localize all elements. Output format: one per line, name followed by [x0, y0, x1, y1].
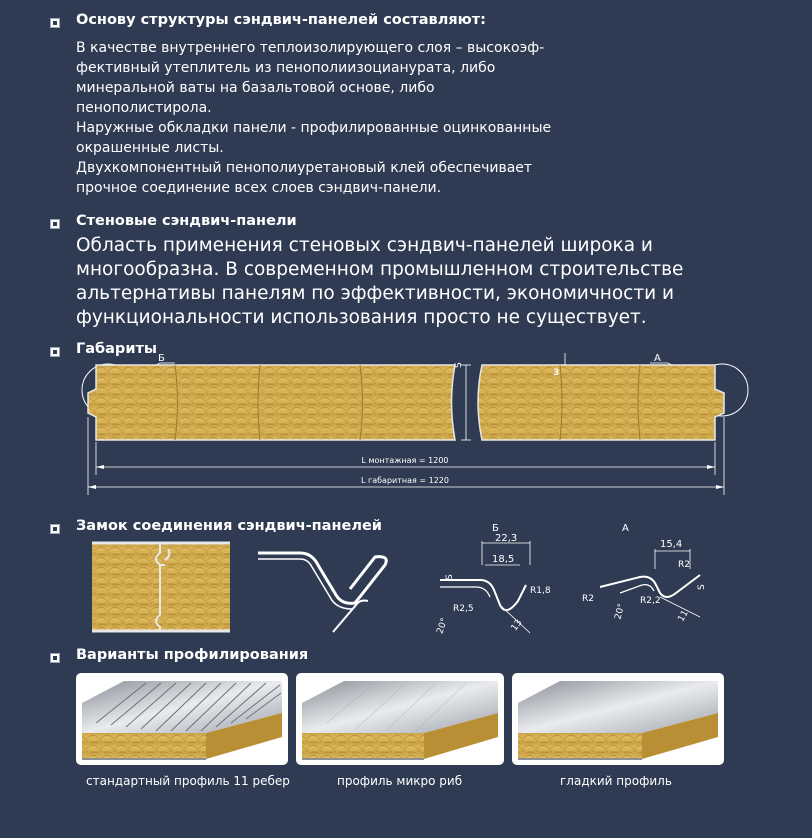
lock-profile-sketch: [258, 553, 386, 603]
profile-caption-smooth: гладкий профиль: [560, 774, 672, 788]
wall-panels-line: Область применения стеновых сэндвич-панелей широка и: [76, 235, 653, 256]
structure-line: минеральной ваты на базальтовой основе, либо: [76, 80, 435, 96]
detail-b-r1: R1,8: [530, 586, 551, 596]
profile-caption-standard: стандартный профиль 11 ребер: [86, 774, 290, 788]
structure-line: Двухкомпонентный пенополиуретановый клей обеспечивает: [76, 160, 533, 176]
wall-panels-line: альтернативы панелям по эффективности, экономичности и: [76, 283, 675, 304]
dim-overall-length: L габаритная = 1220: [361, 476, 449, 485]
dimensions-heading: Габариты: [76, 341, 157, 357]
wall-panels-line: многообразна. В современном промышленном строительстве: [76, 259, 684, 280]
label-a: А: [654, 353, 661, 364]
structure-line: пенополистирола.: [76, 100, 212, 116]
detail-b-r2: R2,5: [453, 604, 474, 614]
bullet-icon: [50, 524, 60, 534]
detail-b-angle: 20°: [435, 616, 451, 636]
detail-b-drawing: [435, 533, 550, 635]
detail-b-dim2: 18,5: [492, 554, 515, 565]
detail-b-dim1: 22,3: [495, 533, 518, 544]
profile-image-micro-rib: [296, 673, 504, 765]
label-3: 3: [553, 368, 560, 378]
detail-a-s: S: [697, 584, 707, 590]
label-b: Б: [158, 353, 165, 364]
profile-image-standard: [76, 673, 288, 765]
profile-caption-micro-rib: профиль микро риб: [337, 774, 463, 788]
detail-a-label: А: [622, 523, 629, 534]
structure-line: Наружные обкладки панели - профилированные оцинкованные: [76, 120, 552, 136]
structure-line: окрашенные листы.: [76, 140, 224, 156]
bullet-icon: [50, 18, 60, 28]
structure-line: прочное соединение всех слоев сэндвич-панели.: [76, 180, 442, 196]
label-s: S: [454, 362, 464, 368]
wall-panels-heading: Стеновые сэндвич-панели: [76, 213, 297, 229]
detail-b-dim3: 13: [509, 617, 525, 634]
detail-b-s: S: [445, 574, 455, 580]
profile-image-smooth: [512, 673, 724, 765]
detail-a-angle: 20°: [613, 602, 628, 621]
structure-line: В качестве внутреннего теплоизолирующего слоя – высокоэф-: [76, 40, 545, 56]
dim-mounting-length: L монтажная = 1200: [361, 456, 449, 465]
lock-heading: Замок соединения сэндвич-панелей: [76, 518, 382, 534]
panel-right-section: [478, 365, 724, 440]
wall-panels-line: функциональности использования просто не существует.: [76, 307, 647, 328]
structure-heading: Основу структуры сэндвич-панелей составляют:: [76, 12, 486, 28]
detail-a-drawing: [582, 539, 707, 624]
profiles-heading: Варианты профилирования: [76, 647, 309, 663]
bullet-icon: [50, 653, 60, 663]
structure-line: фективный утеплитель из пенополиизоцианурата, либо: [76, 60, 496, 76]
panel-left-section: [88, 365, 455, 440]
detail-a-dim2: 11: [676, 608, 691, 624]
detail-a-r2: R2,2: [640, 596, 661, 606]
bullet-icon: [50, 219, 60, 229]
detail-b-label: Б: [492, 523, 499, 534]
detail-a-r1: R2: [678, 560, 690, 570]
detail-a-r3: R2: [582, 594, 594, 604]
panel-dimensions-drawing: [0, 345, 812, 505]
detail-a-dim1: 15,4: [660, 539, 683, 550]
